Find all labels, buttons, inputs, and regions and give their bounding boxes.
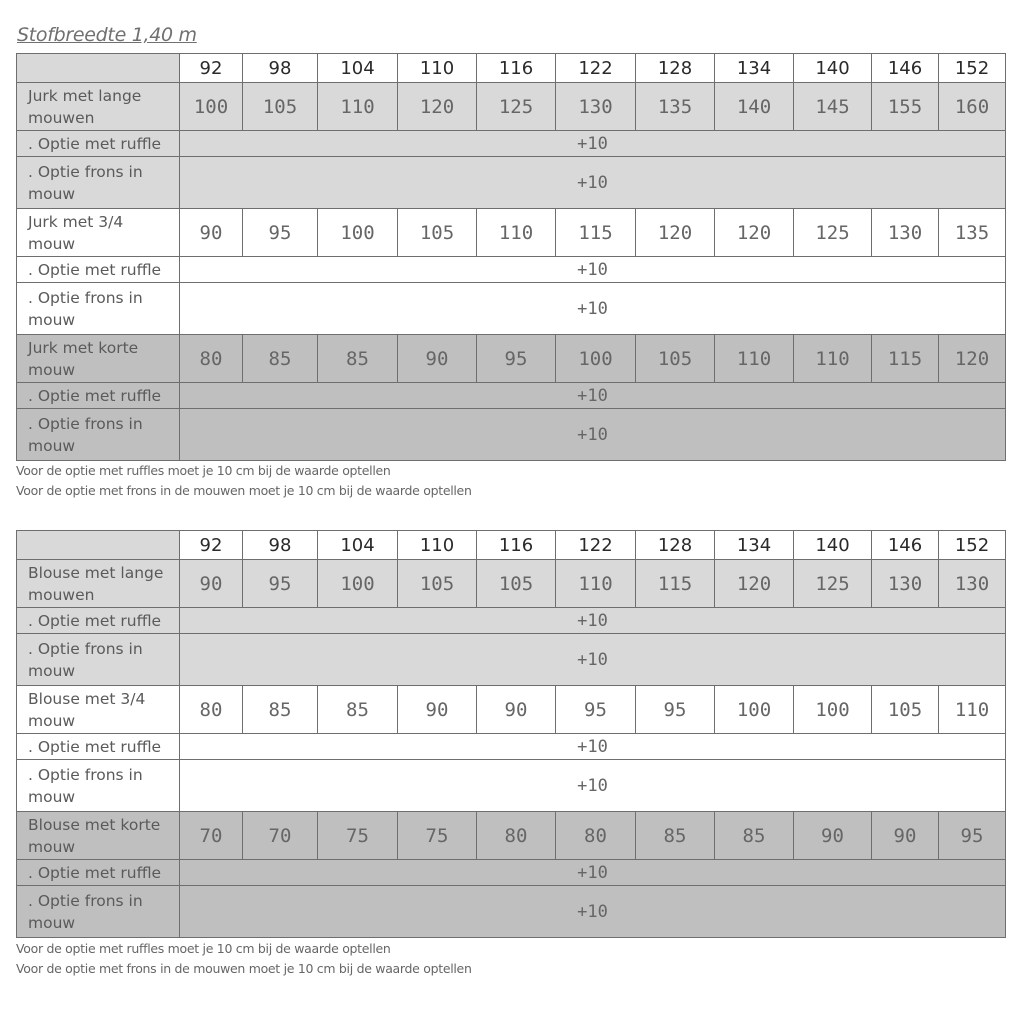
option-label: . Optie frons in mouw — [17, 283, 180, 335]
fabric-value: 125 — [794, 209, 872, 257]
fabric-value: 115 — [636, 560, 715, 608]
option-label: . Optie met ruffle — [17, 608, 180, 634]
fabric-value: 110 — [477, 209, 556, 257]
fabric-value: 135 — [939, 209, 1006, 257]
fabric-value: 95 — [243, 560, 318, 608]
footnote: Voor de optie met frons in de mouwen moet je 10 cm bij de waarde optellen — [16, 961, 472, 976]
footnote: Voor de optie met ruffles moet je 10 cm bij de waarde optellen — [16, 941, 391, 956]
fabric-value: 90 — [398, 335, 477, 383]
fabric-value: 80 — [477, 812, 556, 860]
footnote: Voor de optie met ruffles moet je 10 cm bij de waarde optellen — [16, 463, 391, 478]
option-value: +10 — [180, 257, 1006, 283]
option-label: . Optie frons in mouw — [17, 409, 180, 461]
fabric-value: 80 — [180, 335, 243, 383]
option-value: +10 — [180, 734, 1006, 760]
fabric-value: 80 — [556, 812, 636, 860]
size-header: 104 — [318, 531, 398, 560]
garment-label: Blouse met lange mouwen — [17, 560, 180, 608]
size-header: 146 — [872, 54, 939, 83]
option-label: . Optie frons in mouw — [17, 760, 180, 812]
fabric-value: 100 — [318, 209, 398, 257]
option-row — [17, 131, 1006, 157]
fabric-value: 130 — [872, 209, 939, 257]
garment-label: Blouse met 3/4 mouw — [17, 686, 180, 734]
fabric-value: 105 — [477, 560, 556, 608]
garment-row — [17, 209, 1006, 257]
garment-label: Jurk met korte mouw — [17, 335, 180, 383]
garment-label: Jurk met lange mouwen — [17, 83, 180, 131]
fabric-value: 105 — [398, 560, 477, 608]
footnote-block — [16, 939, 472, 979]
fabric-value: 70 — [243, 812, 318, 860]
option-value: +10 — [180, 409, 1006, 461]
footnote-block — [16, 461, 472, 501]
fabric-value: 110 — [794, 335, 872, 383]
fabric-value: 100 — [556, 335, 636, 383]
option-label: . Optie frons in mouw — [17, 886, 180, 938]
size-header: 92 — [180, 54, 243, 83]
fabric-value: 95 — [243, 209, 318, 257]
fabric-value: 85 — [715, 812, 794, 860]
fabric-value: 140 — [715, 83, 794, 131]
option-value: +10 — [180, 860, 1006, 886]
option-value: +10 — [180, 886, 1006, 938]
fabric-value: 120 — [636, 209, 715, 257]
fabric-value: 105 — [243, 83, 318, 131]
option-row — [17, 409, 1006, 461]
fabric-value: 120 — [398, 83, 477, 131]
fabric-value: 115 — [872, 335, 939, 383]
garment-row — [17, 812, 1006, 860]
option-value: +10 — [180, 383, 1006, 409]
size-header: 152 — [939, 531, 1006, 560]
fabric-value: 135 — [636, 83, 715, 131]
fabric-value: 90 — [398, 686, 477, 734]
option-label: . Optie met ruffle — [17, 257, 180, 283]
fabric-value: 125 — [477, 83, 556, 131]
fabric-value: 110 — [715, 335, 794, 383]
option-value: +10 — [180, 634, 1006, 686]
garment-label: Jurk met 3/4 mouw — [17, 209, 180, 257]
garment-label: Blouse met korte mouw — [17, 812, 180, 860]
size-header: 110 — [398, 531, 477, 560]
fabric-value: 90 — [794, 812, 872, 860]
size-header-row — [17, 54, 1006, 83]
size-header: 134 — [715, 54, 794, 83]
fabric-value: 85 — [318, 686, 398, 734]
fabric-value: 75 — [398, 812, 477, 860]
fabric-value: 100 — [715, 686, 794, 734]
size-table-jurk — [16, 53, 1006, 461]
size-header: 110 — [398, 54, 477, 83]
page-title: Stofbreedte 1,40 m — [17, 24, 197, 46]
fabric-value: 120 — [715, 209, 794, 257]
fabric-value: 130 — [872, 560, 939, 608]
fabric-value: 145 — [794, 83, 872, 131]
option-row — [17, 257, 1006, 283]
fabric-value: 85 — [243, 335, 318, 383]
fabric-value: 130 — [556, 83, 636, 131]
option-label: . Optie met ruffle — [17, 131, 180, 157]
option-value: +10 — [180, 283, 1006, 335]
size-header: 128 — [636, 531, 715, 560]
option-row — [17, 608, 1006, 634]
size-header: 122 — [556, 54, 636, 83]
fabric-value: 105 — [398, 209, 477, 257]
fabric-value: 70 — [180, 812, 243, 860]
size-header-row — [17, 531, 1006, 560]
size-header: 98 — [243, 54, 318, 83]
fabric-value: 105 — [872, 686, 939, 734]
size-header: 104 — [318, 54, 398, 83]
fabric-value: 130 — [939, 560, 1006, 608]
fabric-value: 100 — [180, 83, 243, 131]
option-row — [17, 886, 1006, 938]
fabric-value: 125 — [794, 560, 872, 608]
fabric-value: 100 — [318, 560, 398, 608]
fabric-value: 110 — [318, 83, 398, 131]
size-header: 98 — [243, 531, 318, 560]
fabric-value: 85 — [636, 812, 715, 860]
fabric-value: 90 — [477, 686, 556, 734]
fabric-value: 85 — [318, 335, 398, 383]
header-corner — [17, 54, 180, 83]
garment-row — [17, 335, 1006, 383]
option-row — [17, 634, 1006, 686]
fabric-value: 90 — [180, 560, 243, 608]
fabric-value: 100 — [794, 686, 872, 734]
size-header: 140 — [794, 54, 872, 83]
option-label: . Optie met ruffle — [17, 383, 180, 409]
option-label: . Optie met ruffle — [17, 734, 180, 760]
fabric-value: 120 — [715, 560, 794, 608]
fabric-value: 120 — [939, 335, 1006, 383]
fabric-value: 90 — [180, 209, 243, 257]
option-value: +10 — [180, 760, 1006, 812]
size-header: 134 — [715, 531, 794, 560]
fabric-value: 90 — [872, 812, 939, 860]
footnote: Voor de optie met frons in de mouwen moet je 10 cm bij de waarde optellen — [16, 483, 472, 498]
option-value: +10 — [180, 608, 1006, 634]
size-header: 122 — [556, 531, 636, 560]
garment-row — [17, 83, 1006, 131]
option-row — [17, 760, 1006, 812]
fabric-value: 105 — [636, 335, 715, 383]
fabric-value: 95 — [636, 686, 715, 734]
garment-row — [17, 560, 1006, 608]
option-label: . Optie frons in mouw — [17, 157, 180, 209]
fabric-value: 110 — [556, 560, 636, 608]
fabric-value: 75 — [318, 812, 398, 860]
fabric-value: 155 — [872, 83, 939, 131]
option-value: +10 — [180, 131, 1006, 157]
garment-row — [17, 686, 1006, 734]
size-header: 116 — [477, 531, 556, 560]
size-table-blouse — [16, 530, 1006, 938]
size-header: 146 — [872, 531, 939, 560]
fabric-value: 95 — [556, 686, 636, 734]
option-label: . Optie frons in mouw — [17, 634, 180, 686]
option-value: +10 — [180, 157, 1006, 209]
fabric-value: 95 — [477, 335, 556, 383]
size-header: 128 — [636, 54, 715, 83]
fabric-value: 115 — [556, 209, 636, 257]
fabric-value: 95 — [939, 812, 1006, 860]
option-label: . Optie met ruffle — [17, 860, 180, 886]
size-header: 140 — [794, 531, 872, 560]
size-header: 92 — [180, 531, 243, 560]
option-row — [17, 860, 1006, 886]
fabric-value: 110 — [939, 686, 1006, 734]
option-row — [17, 734, 1006, 760]
fabric-value: 85 — [243, 686, 318, 734]
fabric-value: 160 — [939, 83, 1006, 131]
size-header: 152 — [939, 54, 1006, 83]
header-corner — [17, 531, 180, 560]
option-row — [17, 283, 1006, 335]
option-row — [17, 383, 1006, 409]
fabric-value: 80 — [180, 686, 243, 734]
option-row — [17, 157, 1006, 209]
size-header: 116 — [477, 54, 556, 83]
